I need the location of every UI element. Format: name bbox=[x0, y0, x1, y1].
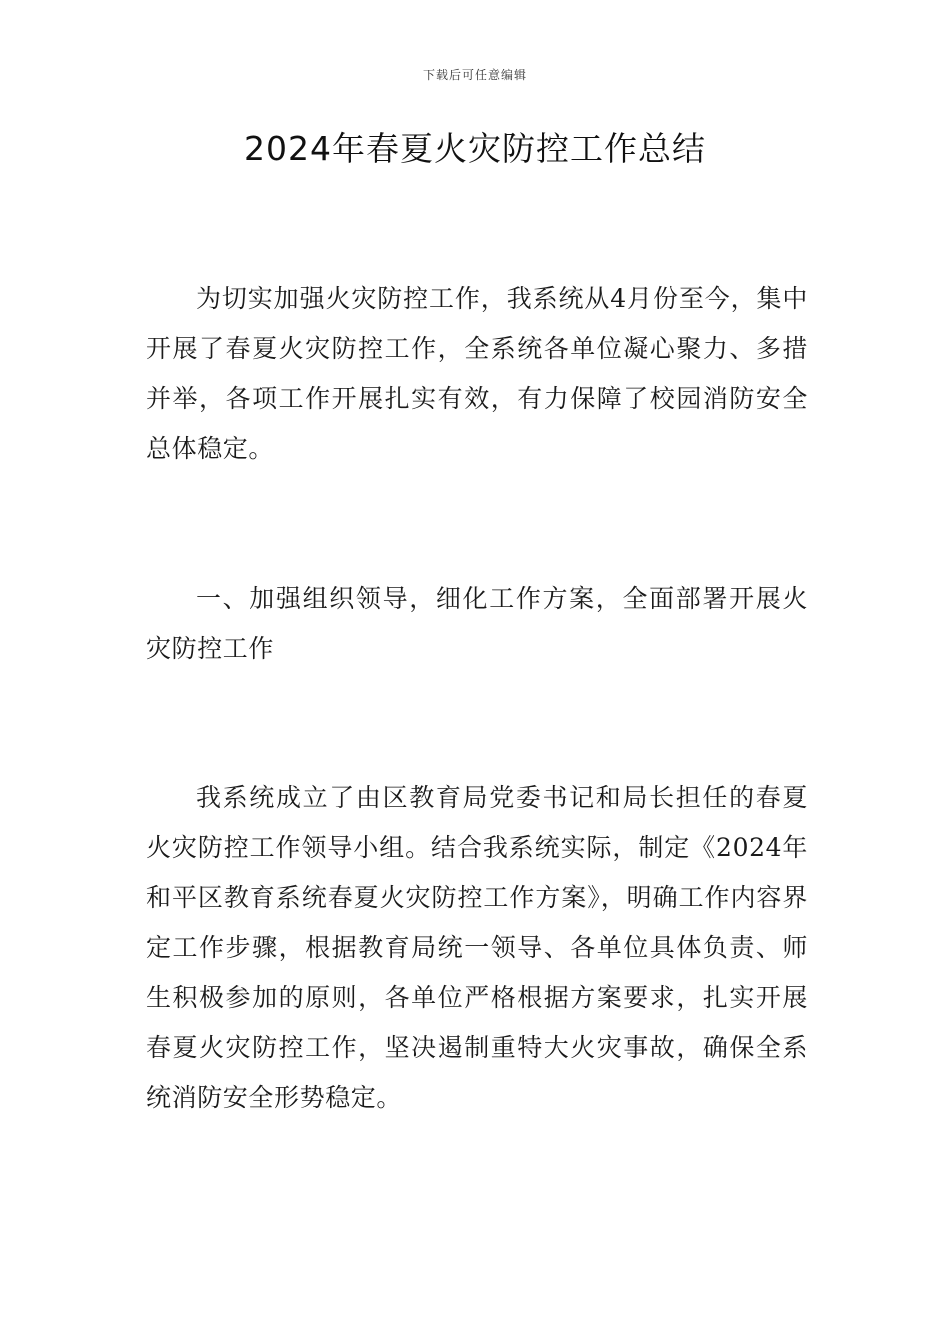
intro-paragraph: 为切实加强火灾防控工作，我系统从4月份至今，集中开展了春夏火灾防控工作，全系统各单位凝心聚力、多措并举，各项工作开展扎实有效，有力保障了校园消防安全总体稳定。 bbox=[146, 284, 808, 463]
header-note: 下载后可任意编辑 bbox=[422, 68, 527, 82]
document-title: 2024年春夏火灾防控工作总结 bbox=[244, 129, 706, 168]
section-heading-1: 一、加强组织领导，细化工作方案，全面部署开展火灾防控工作 bbox=[146, 584, 808, 663]
section-1-paragraph: 我系统成立了由区教育局党委书记和局长担任的春夏火灾防控工作领导小组。结合我系统实际，制定《2024年和平区教育系统春夏火灾防控工作方案》，明确工作内容界定工作步骤，根据教育局统一领导、各单位具体负责、师生积极参加的原则，各单位严格根据方案要求，扎实开展春夏火灾防控工作，坚决遏制重特大火灾事故，确保全系统消防安全形势稳定。 bbox=[146, 783, 808, 1112]
